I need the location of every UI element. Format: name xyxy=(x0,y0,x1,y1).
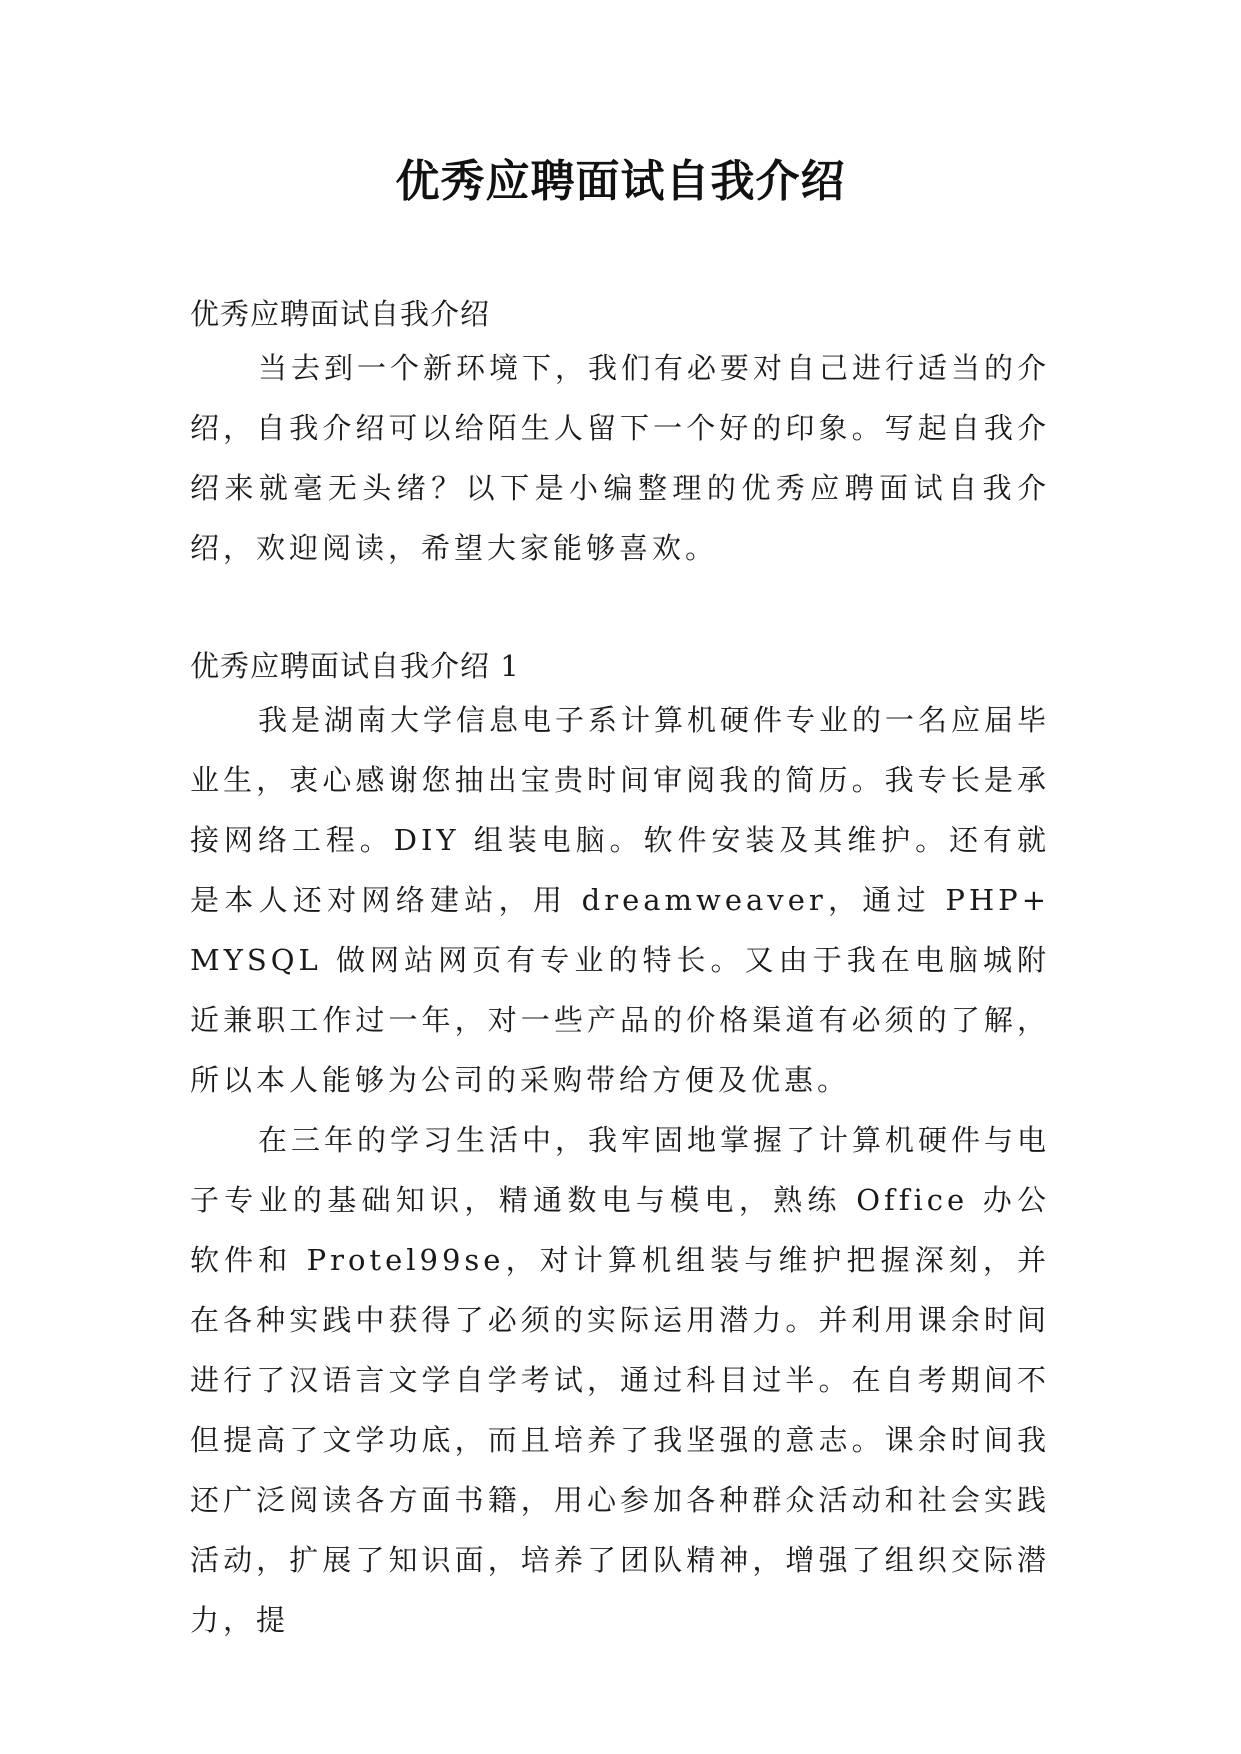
section-1-paragraph-1: 我是湖南大学信息电子系计算机硬件专业的一名应届毕业生，衷心感谢您抽出宝贵时间审阅我的简历。我专长是承接网络工程。DIY 组装电脑。软件安装及其维护。还有就是本人还对网络建站，用 dreamweaver，通过 PHP+MYSQL 做网站网页有专业的特长。又由于我在电脑城附近兼职工作过一年，对一些产品的价格渠道有必须的了解，所以本人能够为公司的采购带给方便及优惠。 xyxy=(190,703,1051,1097)
document-title: 优秀应聘面试自我介绍 xyxy=(395,156,846,207)
section-1-heading: 优秀应聘面试自我介绍 1 xyxy=(190,649,520,683)
section-1-paragraph-2: 在三年的学习生活中，我牢固地掌握了计算机硬件与电子专业的基础知识，精通数电与模电，熟练 Office 办公软件和 Protel99se，对计算机组装与维护把握深刻，并在各种实践中获得了必须的实际运用潜力。并利用课余时间进行了汉语言文学自学考试，通过科目过半。在自考期间不但提高了文学功底，而且培养了我坚强的意志。课余时间我还广泛阅读各方面书籍，用心参加各种群众活动和社会实践活动，扩展了知识面，培养了团队精神，增强了组织交际潜力，提 xyxy=(190,1123,1051,1637)
intro-heading: 优秀应聘面试自我介绍 xyxy=(190,297,491,331)
document-body xyxy=(190,290,1050,1650)
section-spacer xyxy=(190,578,1050,642)
intro-paragraph: 当去到一个新环境下，我们有必要对自己进行适当的介绍，自我介绍可以给陌生人留下一个好的印象。写起自我介绍来就毫无头绪？以下是小编整理的优秀应聘面试自我介绍，欢迎阅读，希望大家能够喜欢。 xyxy=(190,351,1051,565)
